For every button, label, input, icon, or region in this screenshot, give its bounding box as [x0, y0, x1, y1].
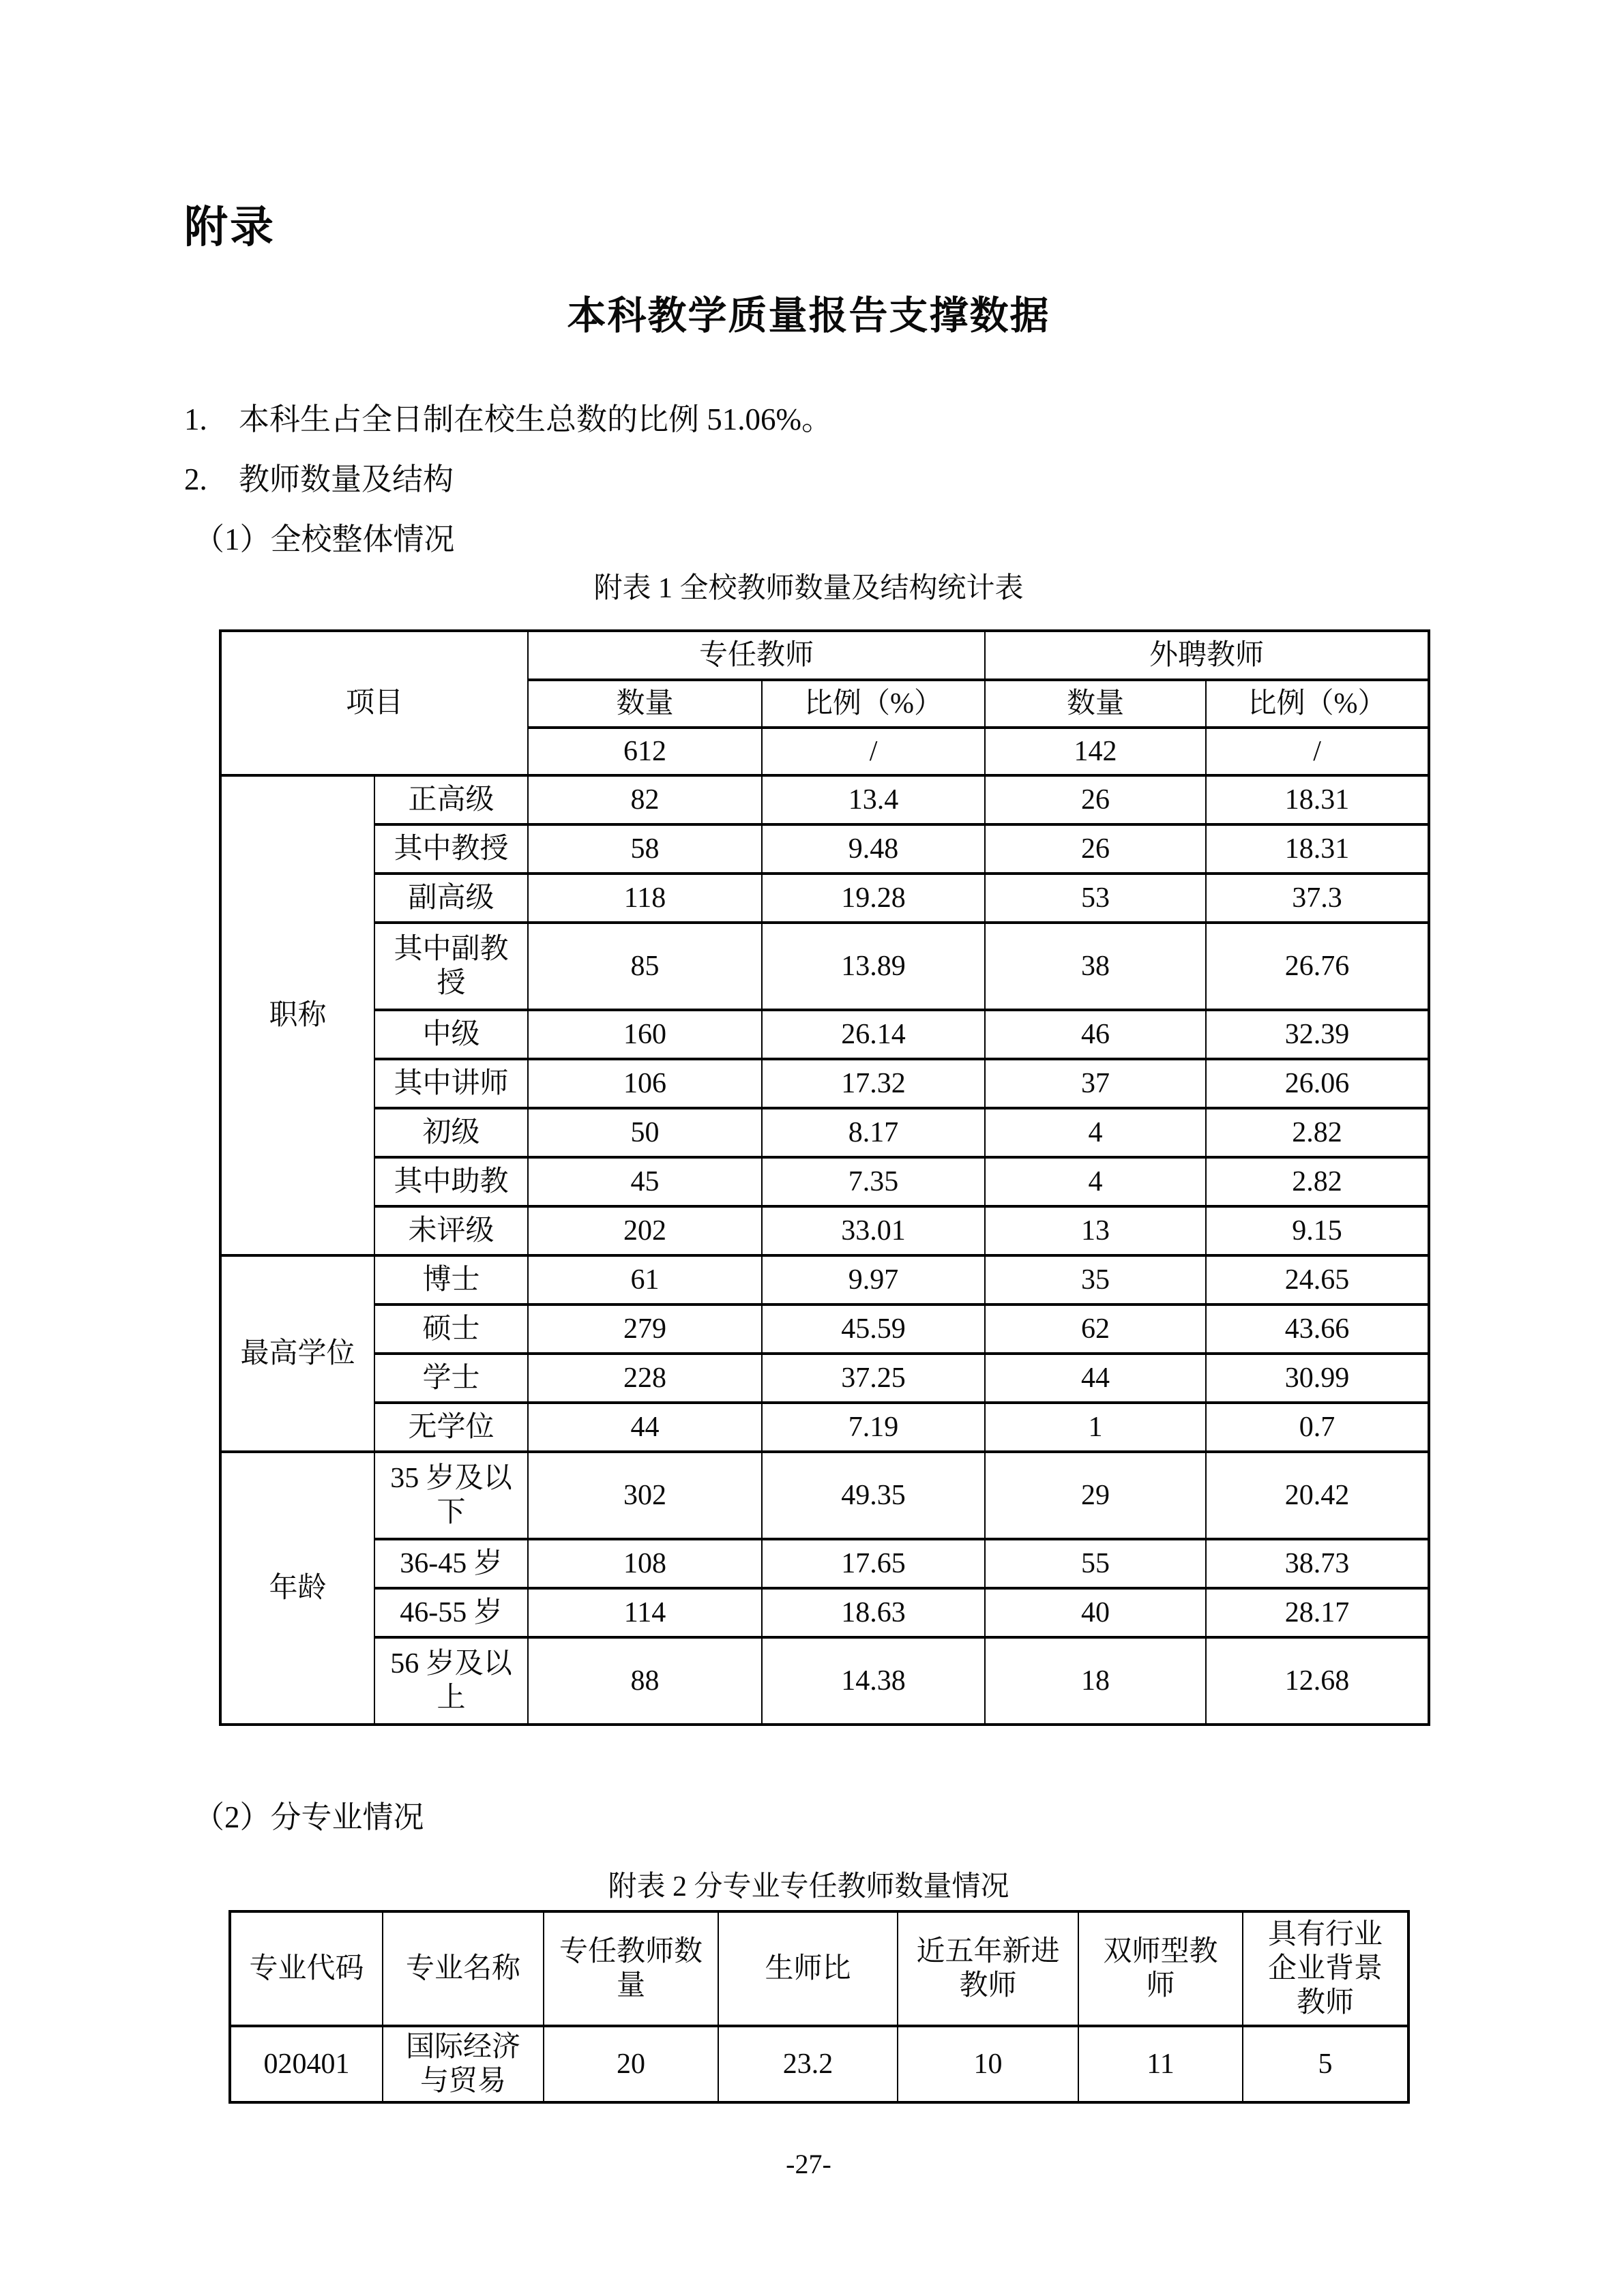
cell-value: 45.59 [762, 1304, 985, 1354]
cell-value: 55 [985, 1539, 1206, 1588]
cell-value: 30.99 [1206, 1354, 1429, 1403]
header-fulltime-count: 专任教师数量 [544, 1911, 718, 2026]
cell-value: 26 [985, 824, 1206, 874]
cell-value: 17.32 [762, 1059, 985, 1108]
cell-value: 108 [528, 1539, 762, 1588]
cell-total: / [762, 728, 985, 775]
header-dual-qualified: 双师型教师 [1078, 1911, 1243, 2026]
table-row [220, 923, 1429, 1010]
row-label: 副高级 [374, 874, 528, 923]
cell-value: 12.68 [1206, 1637, 1429, 1725]
group-label-title: 职称 [220, 775, 374, 1255]
table-row [220, 1403, 1429, 1452]
cell-value: 4 [985, 1108, 1206, 1157]
cell-value: 26.14 [762, 1010, 985, 1059]
group-label-degree: 最高学位 [220, 1255, 374, 1452]
table-row [220, 874, 1429, 923]
table-row [220, 1206, 1429, 1255]
row-label: 其中讲师 [374, 1059, 528, 1108]
cell-value: 7.19 [762, 1403, 985, 1452]
row-label: 博士 [374, 1255, 528, 1304]
cell-value: 18.31 [1206, 824, 1429, 874]
cell-value: 118 [528, 874, 762, 923]
cell-value: 20 [544, 2026, 718, 2102]
cell-value: 20.42 [1206, 1452, 1429, 1539]
group-label-age: 年龄 [220, 1452, 374, 1725]
cell-value: 302 [528, 1452, 762, 1539]
cell-value: 9.97 [762, 1255, 985, 1304]
table-row [220, 631, 1429, 680]
row-label: 46-55 岁 [374, 1588, 528, 1637]
cell-value: 40 [985, 1588, 1206, 1637]
cell-value: 62 [985, 1304, 1206, 1354]
cell-value: 18.31 [1206, 775, 1429, 824]
cell-value: 202 [528, 1206, 762, 1255]
cell-value: 38 [985, 923, 1206, 1010]
cell-total: / [1206, 728, 1429, 775]
cell-value: 28.17 [1206, 1588, 1429, 1637]
cell-value: 82 [528, 775, 762, 824]
cell-value: 1 [985, 1403, 1206, 1452]
header-ratio: 比例（%） [1206, 680, 1429, 728]
cell-value: 5 [1243, 2026, 1408, 2102]
table-row [220, 1539, 1429, 1588]
row-label: 其中教授 [374, 824, 528, 874]
cell-value: 160 [528, 1010, 762, 1059]
cell-value: 0.7 [1206, 1403, 1429, 1452]
table2-caption: 附表 2 分专业专任教师数量情况 [608, 1871, 1009, 1903]
cell-value: 37.25 [762, 1354, 985, 1403]
cell-value: 228 [528, 1354, 762, 1403]
row-label: 正高级 [374, 775, 528, 824]
cell-value: 43.66 [1206, 1304, 1429, 1354]
list-item-1-text: 本科生占全日制在校生总数的比例 51.06%。 [239, 402, 832, 437]
list-item-2-text: 教师数量及结构 [239, 462, 454, 497]
table-row [220, 1059, 1429, 1108]
cell-value: 9.15 [1206, 1206, 1429, 1255]
cell-value: 61 [528, 1255, 762, 1304]
row-label: 56 岁及以上 [374, 1637, 528, 1725]
header-major-name: 专业名称 [383, 1911, 544, 2026]
row-label: 硕士 [374, 1304, 528, 1354]
cell-total: 612 [528, 728, 762, 775]
cell-value: 8.17 [762, 1108, 985, 1157]
teacher-structure-table [219, 629, 1430, 1726]
table-row [220, 824, 1429, 874]
header-count: 数量 [985, 680, 1206, 728]
cell-value: 13.4 [762, 775, 985, 824]
table-row [220, 1588, 1429, 1637]
cell-value: 46 [985, 1010, 1206, 1059]
cell-value: 279 [528, 1304, 762, 1354]
cell-major-code: 020401 [230, 2026, 383, 2102]
cell-value: 9.48 [762, 824, 985, 874]
cell-value: 58 [528, 824, 762, 874]
cell-value: 44 [985, 1354, 1206, 1403]
table-row [220, 1354, 1429, 1403]
cell-total: 142 [985, 728, 1206, 775]
cell-value: 35 [985, 1255, 1206, 1304]
cell-value: 2.82 [1206, 1157, 1429, 1206]
cell-value: 26.76 [1206, 923, 1429, 1010]
header-industry-background: 具有行业企业背景教师 [1243, 1911, 1408, 2026]
header-student-teacher-ratio: 生师比 [718, 1911, 898, 2026]
cell-value: 114 [528, 1588, 762, 1637]
table-row [220, 1010, 1429, 1059]
header-count: 数量 [528, 680, 762, 728]
cell-value: 37 [985, 1059, 1206, 1108]
table-row [220, 1452, 1429, 1539]
table-row [220, 1304, 1429, 1354]
row-label: 未评级 [374, 1206, 528, 1255]
list-item-1-number: 1. [184, 402, 207, 437]
table-row [230, 1911, 1408, 2026]
row-label: 中级 [374, 1010, 528, 1059]
cell-value: 32.39 [1206, 1010, 1429, 1059]
row-label: 35 岁及以下 [374, 1452, 528, 1539]
row-label: 其中副教授 [374, 923, 528, 1010]
header-new-teachers: 近五年新进教师 [898, 1911, 1078, 2026]
cell-value: 88 [528, 1637, 762, 1725]
header-fulltime: 专任教师 [528, 631, 985, 680]
table-row [220, 1157, 1429, 1206]
table-row [220, 775, 1429, 824]
cell-value: 13.89 [762, 923, 985, 1010]
cell-value: 10 [898, 2026, 1078, 2102]
cell-value: 26 [985, 775, 1206, 824]
header-ratio: 比例（%） [762, 680, 985, 728]
cell-value: 38.73 [1206, 1539, 1429, 1588]
cell-value: 18.63 [762, 1588, 985, 1637]
cell-value: 26.06 [1206, 1059, 1429, 1108]
row-label: 无学位 [374, 1403, 528, 1452]
cell-value: 44 [528, 1403, 762, 1452]
list-item-2 [184, 459, 1433, 500]
appendix-heading: 附录 [184, 203, 276, 252]
header-external: 外聘教师 [985, 631, 1429, 680]
table1-caption: 附表 1 全校教师数量及结构统计表 [593, 573, 1024, 605]
cell-value: 11 [1078, 2026, 1243, 2102]
row-label: 其中助教 [374, 1157, 528, 1206]
cell-value: 13 [985, 1206, 1206, 1255]
header-major-code: 专业代码 [230, 1911, 383, 2026]
cell-value: 50 [528, 1108, 762, 1157]
cell-value: 4 [985, 1157, 1206, 1206]
cell-value: 23.2 [718, 2026, 898, 2102]
table-row [220, 1637, 1429, 1725]
cell-value: 106 [528, 1059, 762, 1108]
cell-value: 7.35 [762, 1157, 985, 1206]
list-item-2-number: 2. [184, 462, 207, 497]
section-1-label: （1）全校整体情况 [194, 522, 455, 557]
cell-value: 53 [985, 874, 1206, 923]
cell-value: 18 [985, 1637, 1206, 1725]
cell-value: 17.65 [762, 1539, 985, 1588]
cell-value: 85 [528, 923, 762, 1010]
table-row [220, 1108, 1429, 1157]
cell-major-name: 国际经济与贸易 [383, 2026, 544, 2102]
header-item: 项目 [220, 631, 528, 775]
per-major-teacher-table [228, 1910, 1410, 2104]
cell-value: 49.35 [762, 1452, 985, 1539]
document-title: 本科教学质量报告支撑数据 [567, 293, 1050, 338]
row-label: 学士 [374, 1354, 528, 1403]
cell-value: 19.28 [762, 874, 985, 923]
cell-value: 37.3 [1206, 874, 1429, 923]
page-number: -27- [786, 2149, 831, 2180]
table-row [220, 1255, 1429, 1304]
cell-value: 29 [985, 1452, 1206, 1539]
row-label: 初级 [374, 1108, 528, 1157]
cell-value: 45 [528, 1157, 762, 1206]
section-2-label: （2）分专业情况 [194, 1800, 424, 1835]
cell-value: 2.82 [1206, 1108, 1429, 1157]
cell-value: 33.01 [762, 1206, 985, 1255]
cell-value: 24.65 [1206, 1255, 1429, 1304]
cell-value: 14.38 [762, 1637, 985, 1725]
table-row [230, 2026, 1408, 2102]
list-item-1 [184, 399, 1433, 440]
row-label: 36-45 岁 [374, 1539, 528, 1588]
